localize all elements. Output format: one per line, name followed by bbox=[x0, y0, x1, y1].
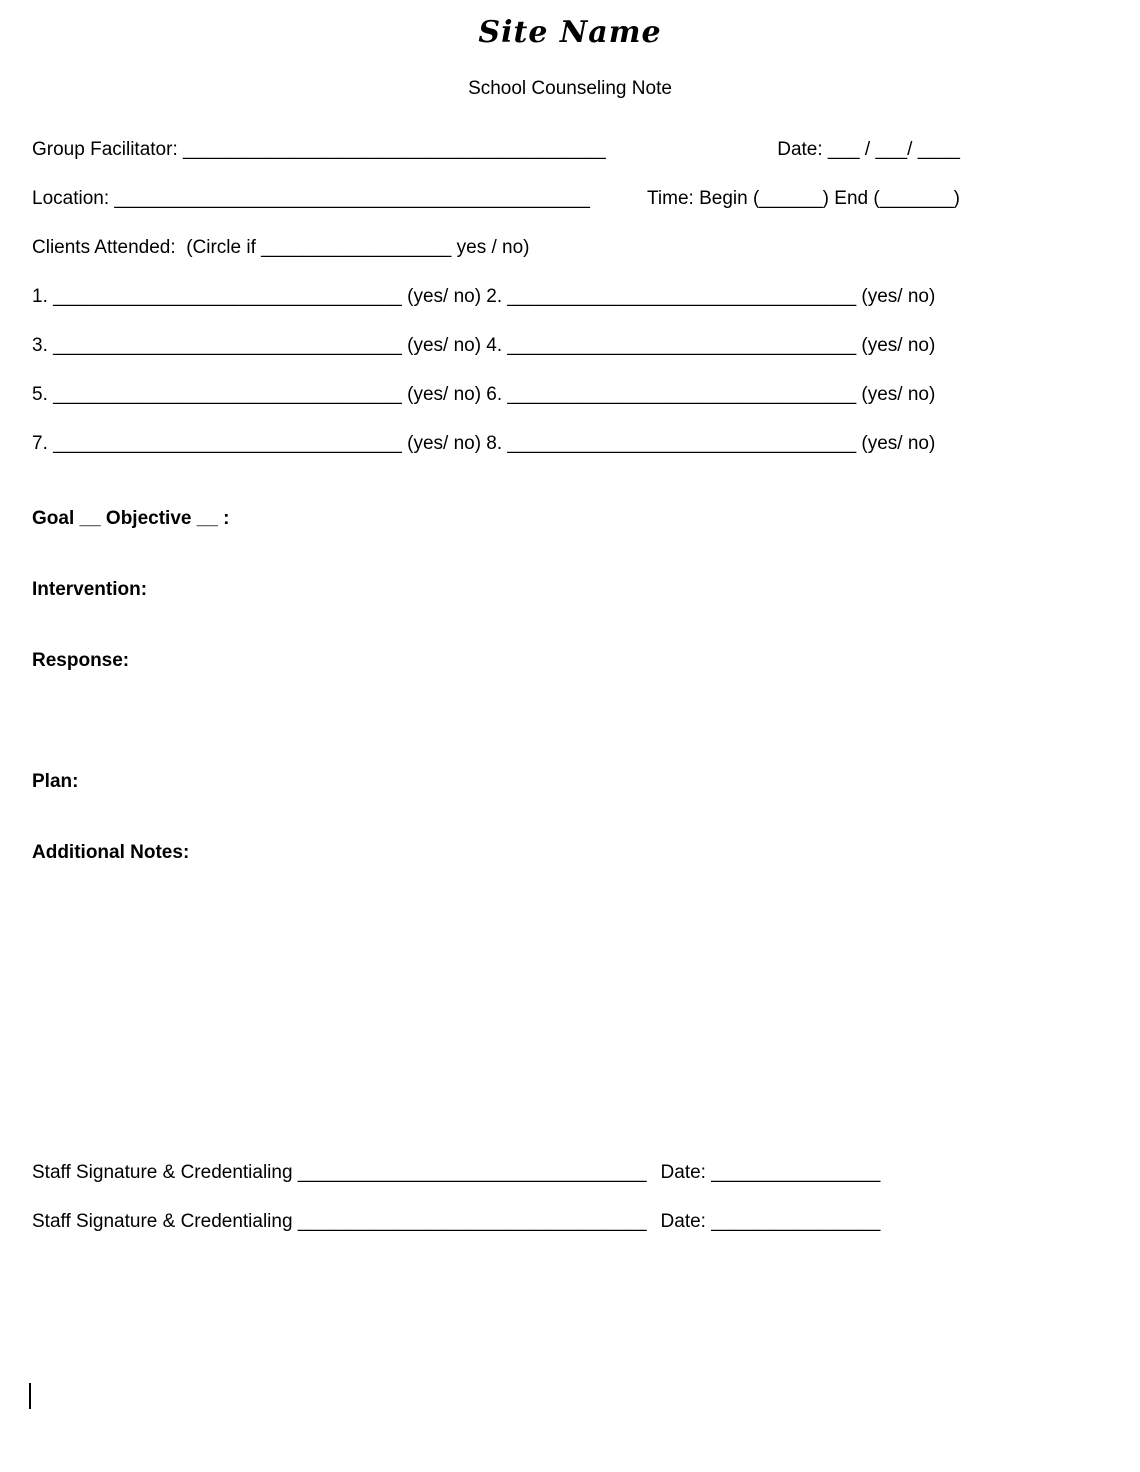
facilitator-date-row bbox=[32, 140, 960, 160]
group-facilitator-blank[interactable]: ________________________________________ bbox=[183, 139, 606, 160]
staff-signature-blank[interactable]: _________________________________ bbox=[297, 1211, 647, 1232]
clients-attended-header: Clients Attended: (Circle if __________________ yes / no) bbox=[32, 237, 530, 258]
staff-signature-label: Staff Signature & Credentialing bbox=[32, 1211, 293, 1232]
section-plan: Plan: bbox=[32, 771, 79, 792]
time-field[interactable]: Time: Begin (______) End (_______) bbox=[647, 188, 960, 209]
staff-signature-label: Staff Signature & Credentialing bbox=[32, 1162, 293, 1183]
client-row-5-6[interactable]: 5. _________________________________ (yes/ no) 6. _________________________________ (yes/ no) bbox=[32, 384, 936, 405]
client-row-3-4[interactable]: 3. _________________________________ (yes/ no) 4. _________________________________ (yes/ no) bbox=[32, 335, 936, 356]
signature-date-label: Date: bbox=[660, 1162, 706, 1183]
location-blank[interactable]: _____________________________________________ bbox=[114, 188, 590, 209]
signature-date-label: Date: bbox=[660, 1211, 706, 1232]
document-header bbox=[0, 0, 1140, 100]
location-time-row bbox=[32, 189, 960, 209]
site-name-title: Site Name bbox=[478, 15, 662, 50]
client-row-7-8[interactable]: 7. _________________________________ (yes/ no) 8. _________________________________ (yes/ no) bbox=[32, 433, 936, 454]
group-facilitator-field bbox=[32, 140, 606, 160]
group-facilitator-label: Group Facilitator: bbox=[32, 139, 178, 160]
section-intervention: Intervention: bbox=[32, 579, 148, 600]
staff-signature-row-1 bbox=[32, 1163, 960, 1183]
signature-date-blank[interactable]: ________________ bbox=[711, 1211, 881, 1232]
date-field[interactable]: Date: ___ / ___/ ____ bbox=[777, 139, 960, 160]
form-body bbox=[0, 100, 1140, 1232]
section-response: Response: bbox=[32, 650, 130, 671]
location-label: Location: bbox=[32, 188, 110, 209]
text-caret bbox=[29, 1383, 31, 1409]
section-additional-notes: Additional Notes: bbox=[32, 842, 190, 863]
document-title: School Counseling Note bbox=[468, 78, 672, 99]
signature-date-blank[interactable]: ________________ bbox=[711, 1162, 881, 1183]
staff-signature-row-2 bbox=[32, 1212, 960, 1232]
location-field bbox=[32, 189, 590, 209]
staff-signature-blank[interactable]: _________________________________ bbox=[297, 1162, 647, 1183]
section-goal-objective: Goal __ Objective __ : bbox=[32, 508, 230, 529]
client-row-1-2[interactable]: 1. _________________________________ (yes/ no) 2. _________________________________ (yes/ no) bbox=[32, 286, 936, 307]
